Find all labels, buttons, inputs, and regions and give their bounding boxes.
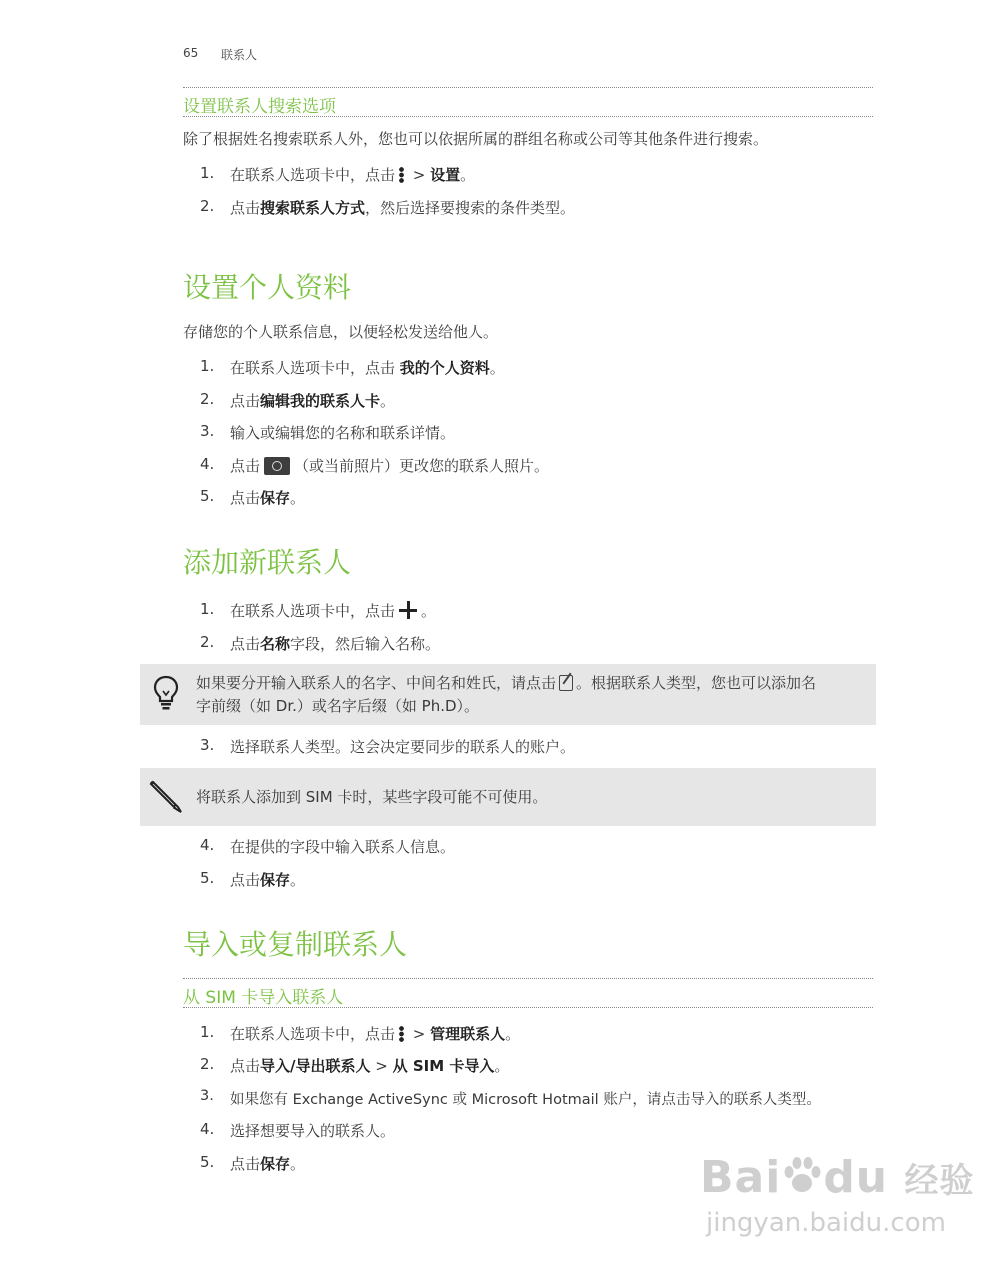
watermark-logo: Bai du 经验 (700, 1152, 975, 1203)
menu-icon (399, 167, 404, 183)
camera-icon (264, 457, 290, 475)
page-number: 65 (183, 46, 199, 60)
section-subheading-sim-import: 从 SIM 卡导入联系人 (183, 988, 344, 1008)
section-heading-import: 导入或复制联系人 (183, 928, 408, 961)
menu-icon (399, 1026, 404, 1042)
edit-icon (559, 675, 573, 691)
tip-box (140, 664, 876, 725)
divider (183, 1007, 873, 1008)
divider (183, 116, 873, 117)
divider (183, 87, 873, 88)
watermark-url: jingyan.baidu.com (706, 1208, 946, 1238)
plus-icon (399, 601, 417, 619)
note-box (140, 768, 876, 826)
paragraph-profile-intro: 存储您的个人联系信息，以便轻松发送给他人。 (183, 323, 499, 341)
pencil-icon (148, 778, 184, 814)
running-header: 联系人 (221, 48, 258, 62)
section-heading-profile: 设置个人资料 (183, 271, 352, 304)
tip-text: 如果要分开输入联系人的名字、中间名和姓氏，请点击 。根据联系人类型，您也可以添加名 字前缀（如 Dr.）或名字后缀（如 Ph.D）。 (196, 674, 817, 715)
paragraph-search-intro: 除了根据姓名搜索联系人外，您也可以依据所属的群组名称或公司等其他条件进行搜索。 (183, 130, 769, 148)
divider (183, 978, 873, 979)
lightbulb-icon (153, 675, 179, 711)
paw-icon (781, 1156, 823, 1196)
note-text: 将联系人添加到 SIM 卡时，某些字段可能不可使用。 (196, 788, 548, 806)
section-heading-add-contact: 添加新联系人 (183, 546, 352, 579)
section-heading-search-options: 设置联系人搜索选项 (183, 97, 336, 117)
